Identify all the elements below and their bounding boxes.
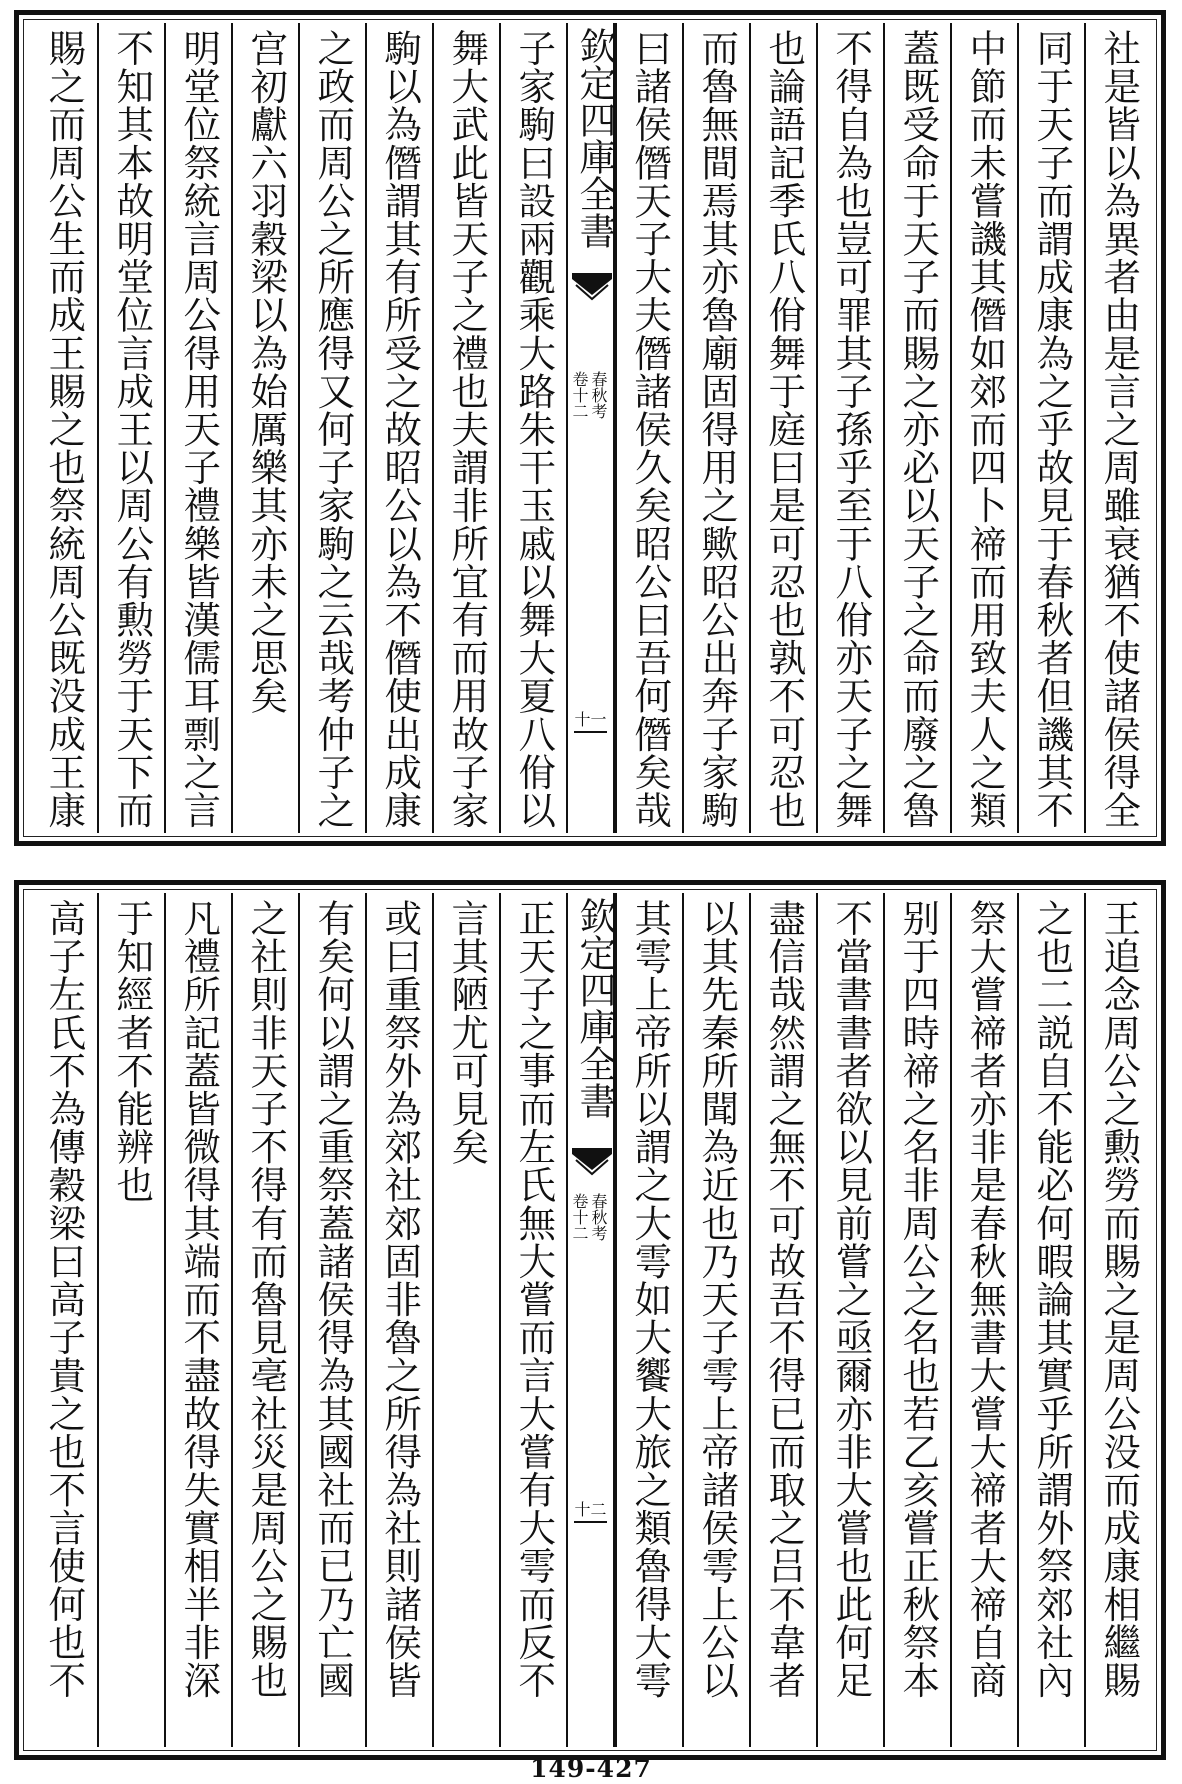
text-column: 而魯無間焉其亦魯廟固得用之歟昭公出奔子家駒	[682, 23, 749, 833]
banner-divider	[574, 1521, 607, 1523]
banner-leaf-number: 十二	[574, 1500, 607, 1519]
bottom-text-columns	[29, 893, 1151, 1747]
text-column: 凡禮所記蓋皆微得其端而不盡故得失實相半非深	[164, 893, 231, 1747]
banner-book-title: 春秋考	[589, 371, 608, 419]
text-column: 或曰重祭外為郊社郊固非魯之所得為社則諸侯皆	[365, 893, 432, 1747]
banner-volume: 卷十二	[570, 371, 589, 419]
text-column: 不得自為也豈可罪其子孫乎至于八佾亦天子之舞	[816, 23, 883, 833]
text-column: 正天子之事而左氏無大嘗而言大嘗有大雩而反不	[499, 893, 566, 1747]
center-banner	[566, 893, 615, 1747]
center-banner	[566, 23, 615, 833]
text-column: 祭大嘗禘者亦非是春秋無書大嘗大禘者大禘自商	[950, 893, 1017, 1747]
text-column: 蓋既受命于天子而賜之亦必以天子之命而廢之魯	[883, 23, 950, 833]
text-column: 舞大武此皆天子之禮也夫謂非所宜有而用故子家	[432, 23, 499, 833]
text-column: 不當書書者欲以見前嘗之亟爾亦非大嘗也此何足	[816, 893, 883, 1747]
page-number: 149-427	[530, 1754, 652, 1783]
text-column: 社是皆以為異者由是言之周雖衰猶不使諸侯得全	[1084, 23, 1151, 833]
text-column: 宫初獻六羽穀梁以為始厲樂其亦未之思矣	[231, 23, 298, 833]
text-column: 賜之而周公生而成王賜之也祭統周公既没成王康	[42, 29, 87, 830]
banner-book-title: 春秋考	[589, 1193, 608, 1241]
text-column: 有矣何以謂之重祭蓋諸侯得為其國社而已乃亡國	[298, 893, 365, 1747]
text-column: 明堂位祭統言周公得用天子禮樂皆漢儒耳剽之言	[164, 23, 231, 833]
text-column: 子家駒曰設兩觀乘大路朱干玉戚以舞大夏八佾以	[499, 23, 566, 833]
text-column: 之政而周公之所應得又何子家駒之云哉考仲子之	[298, 23, 365, 833]
text-column: 也論語記季氏八佾舞于庭曰是可忍也孰不可忍也	[749, 23, 816, 833]
top-page-panel	[14, 10, 1166, 846]
text-column: 之也二説自不能必何暇論其實乎所謂外祭郊社內	[1017, 893, 1084, 1747]
top-text-columns	[29, 23, 1151, 833]
text-column: 同于天子而謂成康為之乎故見于春秋者但譏其不	[1017, 23, 1084, 833]
fish-tail-ornament-icon	[572, 1148, 612, 1178]
banner-leaf-number: 十一	[574, 710, 607, 729]
text-column: 曰諸侯僭天子大夫僭諸侯久矣昭公曰吾何僭矣哉	[615, 23, 682, 833]
text-column: 盡信哉然謂之無不可故吾不得已而取之吕不韋者	[749, 893, 816, 1747]
text-column: 王追念周公之勲勞而賜之是周公没而成康相繼賜	[1084, 893, 1151, 1747]
text-column: 言其陋尤可見矣	[432, 893, 499, 1747]
bottom-page-panel	[14, 880, 1166, 1760]
text-column: 之社則非天子不得有而魯見亳社災是周公之賜也	[231, 893, 298, 1747]
text-column: 其雩上帝所以謂之大雩如大饗大旅之類魯得大雩	[615, 893, 682, 1747]
banner-volume: 卷十二	[570, 1193, 589, 1241]
banner-title: 欽定四庫全書	[573, 27, 616, 249]
text-column: 以其先秦所聞為近也乃天子雩上帝諸侯雩上公以	[682, 893, 749, 1747]
banner-title: 欽定四庫全書	[573, 897, 616, 1119]
fish-tail-ornament-icon	[572, 273, 612, 303]
text-column: 高子左氏不為傳穀梁曰高子貴之也不言使何也不	[42, 899, 87, 1700]
text-column: 中節而未嘗譏其僭如郊而四卜禘而用致夫人之類	[950, 23, 1017, 833]
text-column: 别于四時禘之名非周公之名也若乙亥嘗正秋祭本	[883, 893, 950, 1747]
banner-divider	[574, 731, 607, 733]
text-column: 駒以為僭謂其有所受之故昭公以為不僭使出成康	[365, 23, 432, 833]
text-column: 不知其本故明堂位言成王以周公有勲勞于天下而	[97, 23, 164, 833]
text-column: 于知經者不能辨也	[97, 893, 164, 1747]
